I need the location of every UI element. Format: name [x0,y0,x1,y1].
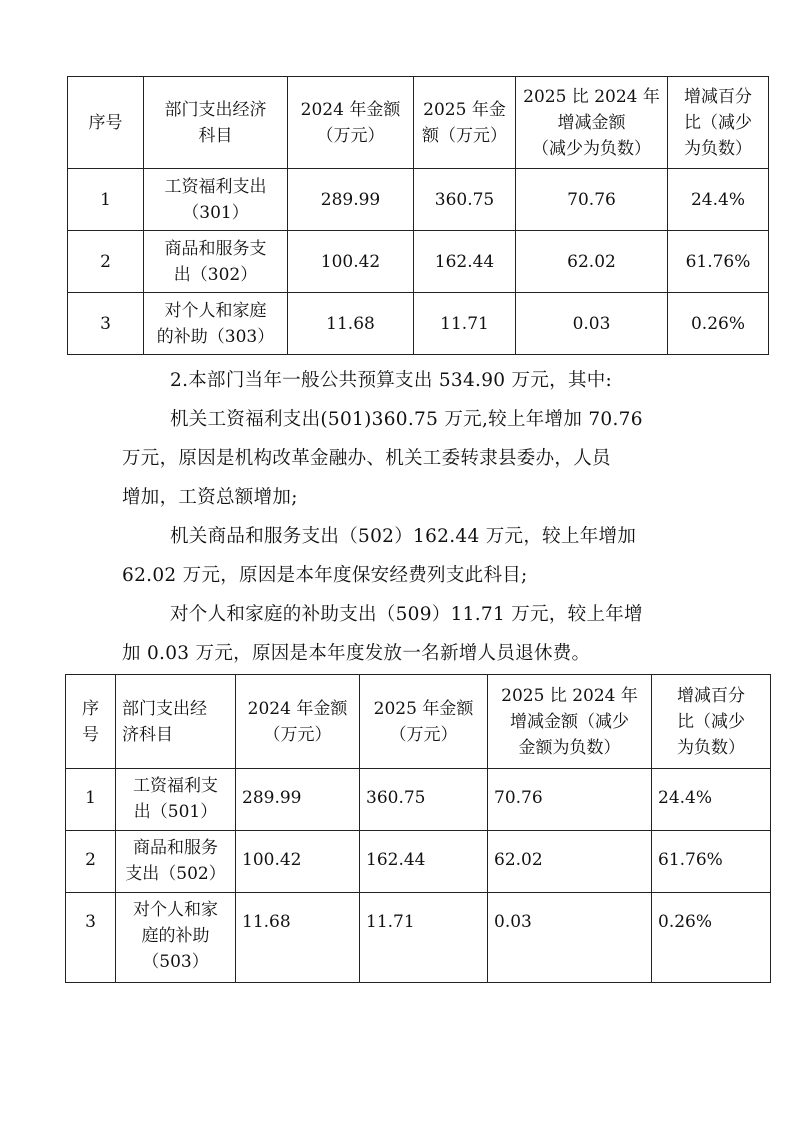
cell-diff: 62.02 [516,231,668,293]
cell-category: 商品和服务 支出（502） [116,831,236,893]
table-row [68,169,769,231]
paragraph-total-expenditure: 2.本部门当年一般公共预算支出 534.90 万元，其中: [170,370,613,391]
cell-seq: 3 [68,293,144,355]
cell-2024: 100.42 [288,231,414,293]
cell-percent: 0.26% [668,293,769,355]
cell-category: 工资福利支 出（501） [116,769,236,831]
cell-seq: 1 [68,169,144,231]
cell-category: 对个人和家庭 的补助（303） [144,293,288,355]
paragraph-goods-line1: 机关商品和服务支出（502）162.44 万元，较上年增加 [170,526,637,547]
header-diff-percent: 增减百分 比（减少 为负数） [668,77,769,169]
cell-seq: 2 [66,831,116,893]
paragraph-subsidy-line1: 对个人和家庭的补助支出（509）11.71 万元，较上年增 [170,604,643,625]
header-2025-amount: 2025 年金 额（万元） [414,77,516,169]
expenditure-table-1 [67,76,769,355]
table-header-row [68,77,769,169]
cell-diff: 0.03 [488,893,652,983]
header-2024-amount: 2024 年金额 （万元） [236,675,360,769]
cell-2024: 100.42 [236,831,360,893]
cell-seq: 1 [66,769,116,831]
cell-2025: 162.44 [414,231,516,293]
table-row [66,893,771,983]
cell-2025: 360.75 [414,169,516,231]
table-row [68,231,769,293]
paragraph-wages-line1: 机关工资福利支出(501)360.75 万元,较上年增加 70.76 [170,409,643,430]
header-2025-amount: 2025 年金额 （万元） [360,675,488,769]
header-category: 部门支出经济 科目 [144,77,288,169]
cell-percent: 0.26% [652,893,771,983]
table-row [66,769,771,831]
cell-2024: 289.99 [236,769,360,831]
table-row [68,293,769,355]
cell-seq: 3 [66,893,116,983]
cell-percent: 24.4% [668,169,769,231]
header-2024-amount: 2024 年金额 （万元） [288,77,414,169]
cell-diff: 70.76 [488,769,652,831]
header-category: 部门支出经 济科目 [116,675,236,769]
header-seq: 序号 [68,77,144,169]
paragraph-wages-line2: 万元，原因是机构改革金融办、机关工委转隶县委办，人员 [122,448,611,469]
cell-2025: 11.71 [360,893,488,983]
paragraph-goods-line2: 62.02 万元，原因是本年度保安经费列支此科目; [122,565,528,586]
cell-diff: 70.76 [516,169,668,231]
cell-category: 对个人和家 庭的补助 （503） [116,893,236,983]
cell-category: 工资福利支出 （301） [144,169,288,231]
header-diff-amount: 2025 比 2024 年 增减金额（减少 金额为负数） [488,675,652,769]
cell-2025: 11.71 [414,293,516,355]
cell-2024: 289.99 [288,169,414,231]
cell-percent: 24.4% [652,769,771,831]
paragraph-subsidy-line2: 加 0.03 万元，原因是本年度发放一名新增人员退休费。 [122,643,591,664]
paragraph-wages-line3: 增加，工资总额增加; [122,487,298,508]
cell-2025: 162.44 [360,831,488,893]
cell-2024: 11.68 [288,293,414,355]
header-seq: 序 号 [66,675,116,769]
header-diff-amount: 2025 比 2024 年 增减金额 （减少为负数） [516,77,668,169]
cell-seq: 2 [68,231,144,293]
expenditure-table-2 [65,674,771,983]
header-diff-percent: 增减百分 比（减少 为负数） [652,675,771,769]
table-row [66,831,771,893]
cell-diff: 62.02 [488,831,652,893]
cell-diff: 0.03 [516,293,668,355]
cell-2025: 360.75 [360,769,488,831]
cell-category: 商品和服务支 出（302） [144,231,288,293]
cell-percent: 61.76% [652,831,771,893]
cell-2024: 11.68 [236,893,360,983]
table-header-row [66,675,771,769]
cell-percent: 61.76% [668,231,769,293]
